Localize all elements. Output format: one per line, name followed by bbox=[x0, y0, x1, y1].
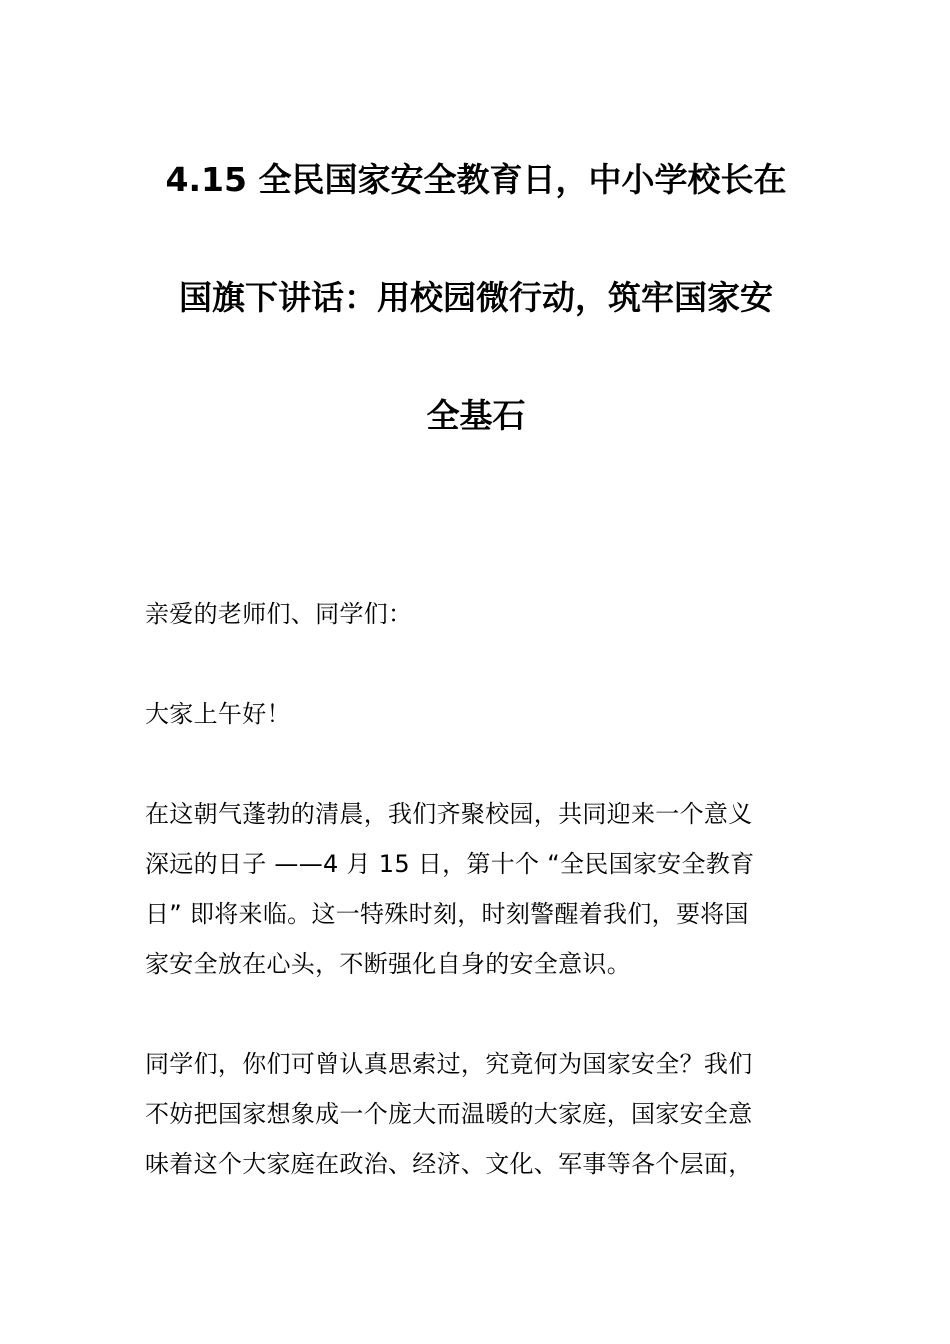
title-line-2: 国旗下讲话：用校园微行动，筑牢国家安 bbox=[179, 278, 773, 317]
paragraph-line: 亲爱的老师们、同学们： bbox=[145, 600, 413, 628]
paragraph-line: 深远的日子 ——4 月 15 日，第十个 “全民国家安全教育 bbox=[145, 850, 755, 878]
document-body bbox=[145, 589, 807, 1239]
paragraph-line: 家安全放在心头，不断强化自身的安全意识。 bbox=[145, 950, 631, 978]
paragraph-line: 不妨把国家想象成一个庞大而温暖的大家庭，国家安全意 bbox=[145, 1100, 753, 1128]
paragraph-line: 味着这个大家庭在政治、经济、文化、军事等各个层面， bbox=[145, 1150, 753, 1178]
paragraph-line: 日” 即将来临。这一特殊时刻，时刻警醒着我们，要将国 bbox=[145, 900, 749, 928]
title-line-1: 4.15 全民国家安全教育日，中小学校长在 bbox=[165, 160, 787, 199]
paragraph-line: 在这朝气蓬勃的清晨，我们齐聚校园，共同迎来一个意义 bbox=[145, 800, 753, 828]
paragraph-line: 大家上午好！ bbox=[145, 700, 291, 728]
salutation-paragraph bbox=[145, 589, 807, 639]
question-paragraph bbox=[145, 1039, 807, 1189]
paragraph-line: 同学们，你们可曾认真思索过，究竟何为国家安全？我们 bbox=[145, 1050, 753, 1078]
title-line-3: 全基石 bbox=[426, 396, 526, 435]
greeting-paragraph bbox=[145, 689, 807, 739]
intro-paragraph bbox=[145, 789, 807, 989]
document-title bbox=[145, 150, 807, 445]
